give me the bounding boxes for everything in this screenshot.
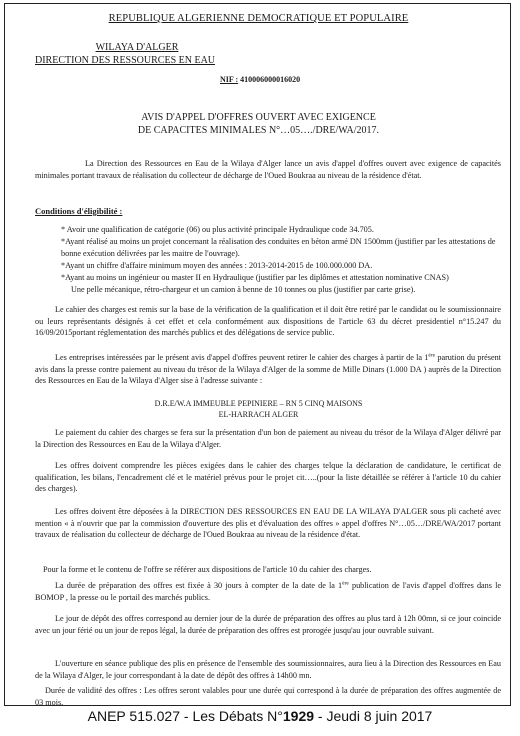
notice-title xyxy=(5,111,512,137)
nif-label: NIF : xyxy=(220,75,239,84)
entreprises-paragraph xyxy=(35,352,501,387)
address-line-1: D.R.E/W.A IMMEUBLE PEPINIERE – RN 5 CINQ MAISONS xyxy=(154,399,363,408)
direction-header: DIRECTION DES RESSOURCES EN EAU xyxy=(35,55,216,66)
depot-paragraph: Le jour de dépôt des offres correspond au dernier jour de la durée de préparation des offres au plus tard à 12h 00mn, si ce jour coincide avec un jour férié ou un jour de repos légal, la durée de préparation des offres est prorogée jusqu'au jour ouvrable suivant. xyxy=(35,614,501,635)
duree-rest: publication de l'avis d'appel d'offres dans le BOMOP , la presse ou le portail des marchés publics. xyxy=(35,581,501,602)
condition-item-5: Une pelle mécanique, rétro-chargeur et un camion à benne de 10 tonnes ou plus (justifier par carte grise). xyxy=(71,285,416,294)
wilaya-header: WILAYA D'ALGER xyxy=(95,42,179,53)
conditions-title: Conditions d'éligibilité : xyxy=(35,206,123,216)
forme-paragraph: Pour la forme et le contenu de l'offre se référer aux dispositions de l'article 10 du cahier des charges. xyxy=(43,565,372,574)
paiement-paragraph: Le paiement du cahier des charges se fera sur la présentation d'un bon de paiement au niveau du trésor de la Wilaya d'Alger délivré par la Direction des Ressources en Eau de la Wilaya d'Alger. xyxy=(35,428,501,449)
footer-issue-number: 1929 xyxy=(282,708,315,724)
footer-date: - Jeudi 8 juin 2017 xyxy=(314,708,433,724)
nif-value: 410006000016020 xyxy=(238,75,301,84)
intro-paragraph: La Direction des Ressources en Eau de la Wilaya d'Alger lance un avis d'appel d'offres ouvert avec exigence de capacités minimales portant travaux de réalisation du collecteur de décharge de l'Oued Boukraa au niveau de la résidence d'état. xyxy=(35,159,501,180)
ouverture-paragraph: L'ouverture en séance publique des plis en présence de l'ensemble des soumissionnaires, aura lieu à la Direction des Ressources en Eau de la Wilaya d'Alger, le jour correspondant à la date de dépôt des offres à 14h00 mn. xyxy=(35,659,501,680)
address-block xyxy=(5,399,512,420)
notice-document xyxy=(4,3,511,706)
publication-footer xyxy=(0,708,520,724)
offres-pieces-paragraph: Les offres doivent comprendre les pièces exigées dans le cahier des charges telque la déclaration de candidature, le certificat de qualification, les bilans, l'encadrement clé et le matériel prévus pour le projet cit…..(pour la liste détaillée se référer à l'article 10 du cahier des charges). xyxy=(35,461,501,494)
offres-deposees-paragraph: Les offres doivent être déposées à la DIRECTION DES RESSOURCES EN EAU DE LA WILAYA D'ALGER sous pli cacheté avec mention « à n'ouvrir que par la commission d'ouverture des plis et d'évaluation des offres » appel d'offres N°…05…/DRE/WA/2017 portant travaux de réalisation du collecteur de décharge de l'Oued Boukraa au niveau de la résidence d'état. xyxy=(35,507,501,540)
entreprises-sup: ère xyxy=(428,352,436,359)
title-line-1: AVIS D'APPEL D'OFFRES OUVERT AVEC EXIGENCE xyxy=(141,112,376,123)
address-line-2: EL-HARRACH ALGER xyxy=(218,409,299,419)
entreprises-lead: Les entreprises intéressées par le présent avis d'appel d'offres peuvent retirer le cahier des charges à partir de la 1 xyxy=(55,353,429,362)
footer-ref: ANEP 515.027 - Les Débats N° xyxy=(87,708,283,724)
validite-paragraph: Durée de validité des offres : Les offres seront valables pour une durée qui correspond à la durée de préparation des offres augmentée de 03 mois. xyxy=(35,686,501,707)
nif-line xyxy=(220,75,300,84)
condition-item-3: *Ayant un chiffre d'affaire minimum moyen des années : 2013-2014-2015 de 100.000.000 DA. xyxy=(61,261,373,270)
duree-lead: La durée de préparation des offres est fixée à 30 jours à compter de la date de la 1 xyxy=(55,581,343,590)
condition-item-1: * Avoir une qualification de catégorie (06) ou plus activité principale Hydraulique code 34.705. xyxy=(61,225,374,234)
cahier-paragraph: Le cahier des charges est remis sur la base de la vérification de la qualification et il doit être retiré par le candidat ou le soumissionnaire ou leurs représentants désignés à cet effet et cela conformément aux dispositions de l'article 63 du décret presidentiel n°15.247 du 16/09/2015portant réglementation des marchés publics et des délégations de service public. xyxy=(35,305,501,338)
duree-paragraph xyxy=(35,580,501,603)
duree-sup: ère xyxy=(342,580,349,587)
title-line-2: DE CAPACITES MINIMALES N°…05…./DRE/WA/2017. xyxy=(137,125,380,136)
condition-item-2: *Ayant réalisé au moins un projet concernant la réalisation des conduites en béton armé DN 1500mm (justifier par les attestations de bonne exécution délivrées par les maitre de l'ouvrage). xyxy=(61,237,496,258)
condition-item-4: *Ayant au moins un ingénieur ou master II en Hydraulique (justifier par les diplômes et attestation nominative CNAS) xyxy=(61,273,449,282)
entreprises-rest: parution du présent avis dans la presse contre paiement au niveau du trésor de la Wilaya d'Alger de la somme de Mille Dinars (1.000 DA ) auprès de la Direction des Ressources en Eau de la Wilaya d'Alger sise à l'adresse suivante : xyxy=(35,353,501,386)
republic-header: REPUBLIQUE ALGERIENNE DEMOCRATIQUE ET POPULAIRE xyxy=(108,13,409,24)
